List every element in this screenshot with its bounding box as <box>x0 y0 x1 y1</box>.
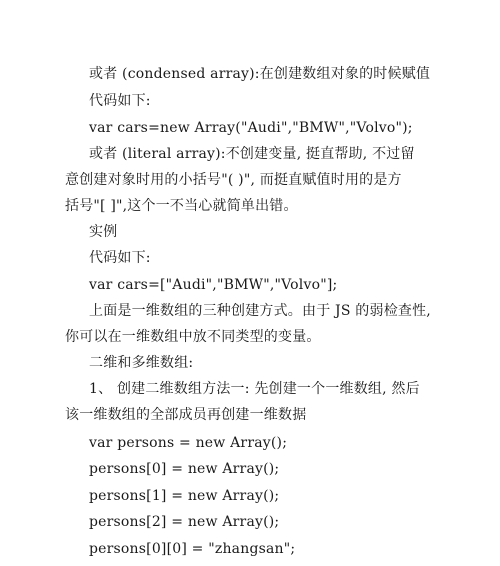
text-line-different-types: 你可以在一维数组中放不同类型的变量。 <box>65 329 321 345</box>
text-line-code-label-2: 代码如下: <box>89 250 151 266</box>
code-line-persons-2: persons[2] = new Array(); <box>89 514 280 530</box>
code-line-persons-0-0: persons[0][0] = "zhangsan"; <box>89 541 296 557</box>
code-line-persons-decl: var persons = new Array(); <box>89 435 288 451</box>
code-line-persons-1: persons[1] = new Array(); <box>89 488 280 504</box>
text-line-three-ways: 上面是一维数组的三种创建方式。由于 JS 的弱检查性, <box>89 303 431 319</box>
text-line-multi-dim-heading: 二维和多维数组: <box>89 355 194 371</box>
text-line-example-label: 实例 <box>89 224 118 240</box>
code-line-persons-0: persons[0] = new Array(); <box>89 461 280 477</box>
text-line-method-one-cont: 该一维数组的全部成员再创建一维数据 <box>65 407 307 423</box>
text-line-code-label-1: 代码如下: <box>89 93 151 109</box>
text-line-condensed-array: 或者 (condensed array):在创建数组对象的时候赋值 <box>89 66 431 82</box>
text-line-literal-array: 或者 (literal array):不创建变量, 挺直帮助, 不过留 <box>89 146 415 162</box>
code-line-array-constructor: var cars=new Array("Audi","BMW","Volvo"); <box>89 120 413 136</box>
code-line-array-literal: var cars=["Audi","BMW","Volvo"]; <box>89 277 338 293</box>
text-line-parentheses-note: 意创建对象时用的小括号"( )", 而挺直赋值时用的是方 <box>65 172 402 188</box>
text-line-brackets-note: 括号"[ ]",这个一不当心就简单出错。 <box>65 198 298 214</box>
text-line-method-one: 1、 创建二维数组方法一: 先创建一个一维数组, 然后 <box>89 381 420 397</box>
